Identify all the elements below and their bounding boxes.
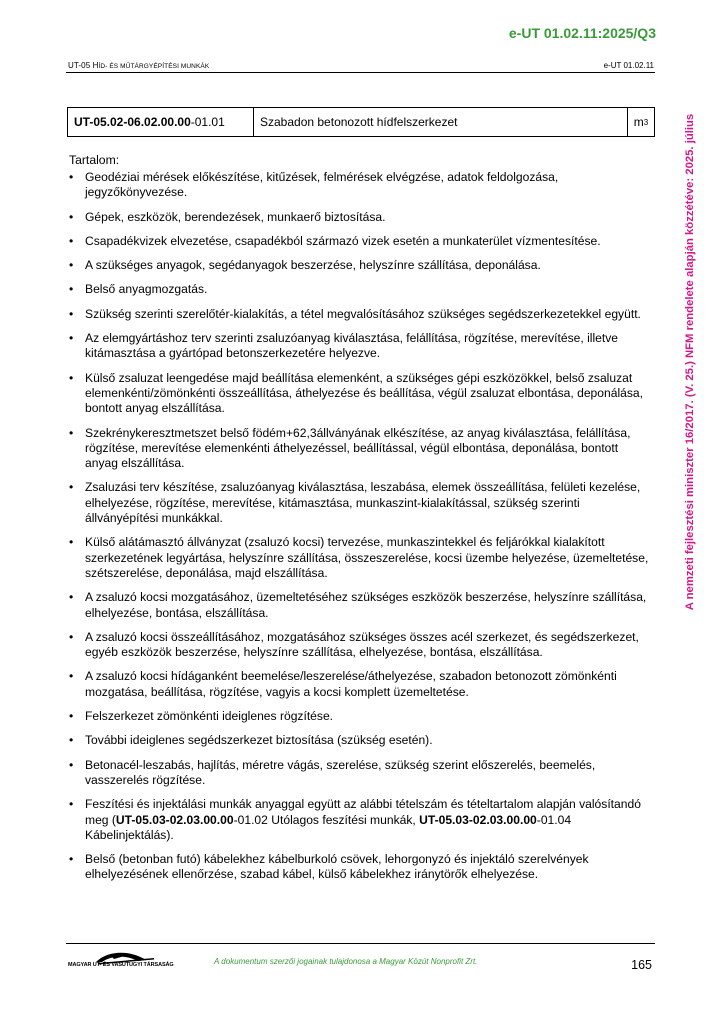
list-item-text: Csapadékvizek elvezetése, csapadékból származó vizek esetén a munkaterület vízmentesítése. <box>85 233 601 248</box>
list-item-text: További ideiglenes segédszerkezet biztosítása (szükség esetén). <box>85 733 433 748</box>
list-item-text: A zsaluzó kocsi összeállításához, mozgatásához szükséges összes acél szerkezet, és segédszerkezet, egyéb eszközök beszerzése, helyszínre szállítása, elhelyezése, bontása, elszállítása. <box>85 629 639 660</box>
page-number: 165 <box>631 958 652 972</box>
bullet: • <box>69 733 74 748</box>
prestress-text-2: -01.02 Utólagos feszítési munkák, <box>233 812 420 827</box>
item-unit-cell <box>628 108 654 136</box>
list-item <box>69 733 649 748</box>
list-item <box>69 307 649 322</box>
bullet: • <box>69 282 74 297</box>
chapter-header-prefix: UT-05 H <box>68 61 99 70</box>
list-item <box>69 590 649 621</box>
list-item <box>69 282 649 297</box>
list-item-prestressing <box>69 797 649 843</box>
list-item <box>69 709 649 724</box>
bullet: • <box>69 480 74 495</box>
list-item-text: Külső alátámasztó állványzat (zsaluzó kocsi) tervezése, munkaszintekkel és feljárókkal kialakított szerkezetének legyártása, helyszínre szállítása, összeszerelése, kocsi üzembe helyezése, üzemeltetése, szétszerelése, deponálása, majd elszállítása. <box>85 535 649 580</box>
bullet: • <box>69 797 74 812</box>
list-item <box>69 630 649 661</box>
bullet: • <box>69 669 74 684</box>
list-item <box>69 234 649 249</box>
copyright-notice: A dokumentum szerzői jogainak tulajdonosa a Magyar Közút Nonprofit Zrt. <box>214 957 478 966</box>
list-item-text: A zsaluzó kocsi hídáganként beemelése/leszerelése/áthelyezése, szabadon betonozott zömönkénti mozgatása, beállítása, rögzítése, vagyis a kocsi komplett üzemeltetése. <box>85 669 617 699</box>
list-item <box>69 210 649 225</box>
item-code-cell <box>68 108 254 136</box>
bullet: • <box>69 590 74 605</box>
chapter-header-suffix: ÍD- ÉS MŰTÁRGYÉPÍTÉSI MUNKÁK <box>98 63 210 70</box>
chapter-header <box>68 61 209 70</box>
list-item-text: A szükséges anyagok, segédanyagok beszerzése, helyszínre szállítása, deponálása. <box>85 258 541 273</box>
list-item-text: Zsaluzási terv készítése, zsaluzóanyag kiválasztása, leszabása, elemek összeállítása, felületi kezelése, elhelyezése, rögzítése, merevítése, kitámasztása, munkaszint-kialakítással, szükség szerinti állványépítési munkákkal. <box>85 480 641 526</box>
bullet: • <box>69 306 74 321</box>
list-item-text: Szekrénykeresztmetszet belső födém+62,3állványának elkészítése, az anyag kiválasztása, felállítása, rögzítése, merevítése elemenkénti áthelyezéssel, beállítással, végül elbontása, deponálása, bontott anyag elszállítása. <box>85 425 631 471</box>
bullet: • <box>69 258 74 273</box>
prestress-ref-code-1: UT-05.03-02.03.00.00 <box>115 812 234 827</box>
list-item <box>69 170 649 201</box>
bullet: • <box>69 535 74 550</box>
list-item <box>69 535 649 581</box>
prestress-text-3: -01.04 Kábelinjektálás). <box>85 812 572 842</box>
bullet: • <box>69 233 74 248</box>
item-unit-exponent: 3 <box>643 117 649 127</box>
list-item-text: Az elemgyártáshoz terv szerinti zsaluzóanyag kiválasztása, felállítása, rögzítése, merevítése, illetve kitámasztása a gyártópad betonszerkezetére helyezve. <box>85 331 619 361</box>
document-code: e-UT 01.02.11:2025/Q3 <box>508 25 656 41</box>
content-list <box>69 170 649 892</box>
item-table <box>67 107 655 137</box>
item-unit: m <box>633 115 644 129</box>
prestress-text-1: Feszítési és injektálási munkák anyaggal együtt az alábbi tételszám és tételtartalom alapján valósítandó meg ( <box>85 797 641 827</box>
list-item-text: Belső anyagmozgatás. <box>85 282 208 297</box>
list-item <box>69 258 649 273</box>
list-item-text <box>85 797 641 842</box>
prestress-ref-code-2: UT-05.03-02.03.00.00 <box>419 812 537 827</box>
item-code-suffix: -01.01 <box>190 115 225 129</box>
bullet: • <box>69 209 74 224</box>
society-logo-text: MAGYAR UT- ÉS VASUTÜGYI TÁRSASÁG <box>68 962 174 968</box>
bullet: • <box>69 425 74 440</box>
list-item-text: Gépek, eszközök, berendezések, munkaerő biztosítása. <box>85 209 386 224</box>
list-item-text: Belső (betonban futó) kábelekhez kábelburkoló csövek, lehorgonyzó és injektáló szerelvények elhelyezésének ellenőrzése, szabad kábel, külső kábelekhez iránytörők elhelyezése. <box>85 852 589 882</box>
content-label: Tartalom: <box>69 153 120 167</box>
item-code-bold: UT-05.02-06.02.00.00 <box>74 115 191 129</box>
list-item <box>69 758 649 789</box>
bullet: • <box>69 629 74 644</box>
list-item-text: A zsaluzó kocsi mozgatásához, üzemeltetéséhez szükséges eszközök beszerzése, helyszínre szállítása, elhelyezése, bontása, elszállítása. <box>85 590 647 620</box>
list-item-text: Szükség szerinti szerelőtér-kialakítás, a tétel megvalósításához szükséges segédszerkezetekkel együtt. <box>85 306 641 321</box>
bullet: • <box>69 370 74 385</box>
footer-divider <box>66 943 655 944</box>
list-item-text: Külső zsaluzat leengedése majd beállítása elemenként, a szükséges gépi eszközökkel, belső zsaluzat elemenkénti/zömönkénti összeállítása, áthelyezése és beállítása, végül zsaluzat elbontása, deponálása, bontott anyag elszállítása. <box>85 370 644 416</box>
list-item-text: Geodéziai mérések előkészítése, kitűzések, felmérések elvégzése, adatok feldolgozása, jegyzőkönyvezése. <box>85 170 559 200</box>
bullet: • <box>69 331 74 346</box>
list-item <box>69 669 649 700</box>
list-item <box>69 426 649 472</box>
bullet: • <box>69 852 74 867</box>
header-divider <box>66 72 655 73</box>
side-note-text: A nemzeti fejlesztési miniszter 16/2017. (V. 25.) NFM rendelete alapján közzétéve: 2025. július <box>684 113 696 611</box>
header-doc-ref: e-UT 01.02.11 <box>603 61 654 70</box>
list-item-text: Felszerkezet zömönkénti ideiglenes rögzítése. <box>85 709 334 724</box>
bullet: • <box>69 170 74 184</box>
bullet: • <box>69 709 74 724</box>
list-item-text: Betonacél-leszabás, hajlítás, méretre vágás, szerelése, szükség szerint előszerelés, beemelés, vasszerelés rögzítése. <box>85 757 596 787</box>
list-item <box>69 852 649 883</box>
list-item <box>69 480 649 526</box>
list-item <box>69 331 649 362</box>
bullet: • <box>69 757 74 772</box>
item-title-cell: Szabadon betonozott hídfelszerkezet <box>254 108 628 136</box>
list-item <box>69 371 649 417</box>
